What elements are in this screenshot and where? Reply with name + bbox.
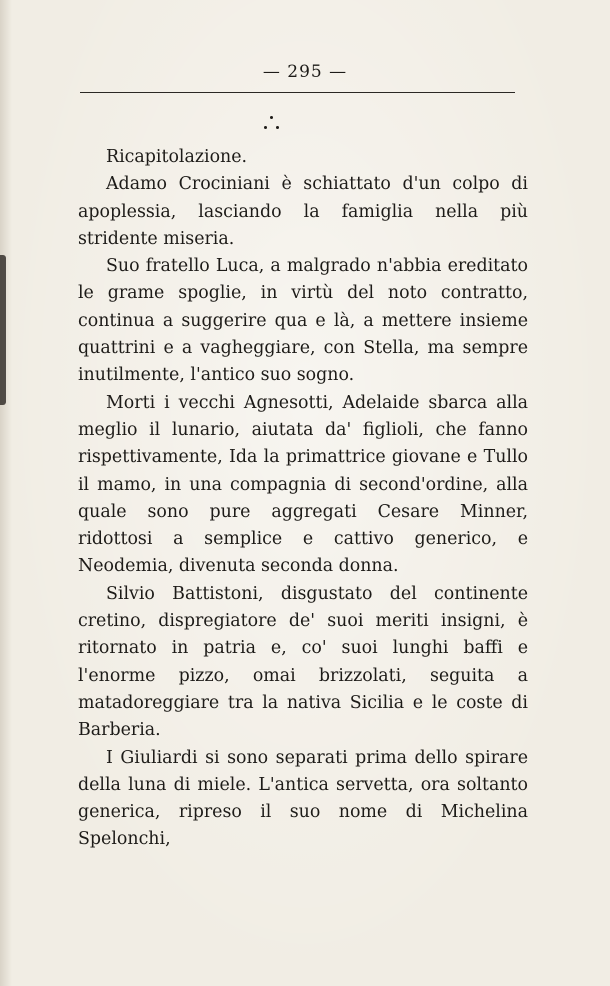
paragraph: Silvio Battistoni, disgustato del continente cretino, dispregiatore de' suoi meriti insigni, è ritornato in patria e, co' suoi lunghi baffi e l'enorme pizzo, omai brizzolati, seguita a matadoreggiare tra la nativa Sicilia e le coste di Barberia. xyxy=(78,583,528,741)
page-number: — 295 — xyxy=(262,62,348,82)
section-ornament-icon xyxy=(260,116,284,138)
binding-stain xyxy=(0,255,6,405)
paragraph: I Giuliardi si sono separati prima dello spirare della luna di miele. L'antica servetta, ora soltanto generica, ripreso il suo nome di Michelina Spelonchi, xyxy=(78,747,528,850)
body-text xyxy=(78,144,528,854)
paragraph: Adamo Crociniani è schiattato d'un colpo di apoplessia, lasciando la famiglia nella più stridente miseria. xyxy=(78,174,528,249)
paragraph: Suo fratello Luca, a malgrado n'abbia ereditato le grame spoglie, in virtù del noto contratto, continua a suggerire qua e là, a mettere insieme quattrini e a vagheggiare, con Stella, ma sempre inutilmente, l'antico suo sogno. xyxy=(78,256,528,386)
paragraph: Morti i vecchi Agnesotti, Adelaide sbarca alla meglio il lunario, aiutata da' figlioli, che fanno rispettivamente, Ida la primattrice giovane e Tullo il mamo, in una compagnia di second'ordine, alla quale sono pure aggregati Cesare Minner, ridottosi a semplice e cattivo generico, e Neodemia, divenuta seconda donna. xyxy=(78,392,528,577)
binding-shadow xyxy=(0,0,12,986)
section-heading: Ricapitolazione. xyxy=(106,147,248,167)
header-rule xyxy=(80,92,515,93)
